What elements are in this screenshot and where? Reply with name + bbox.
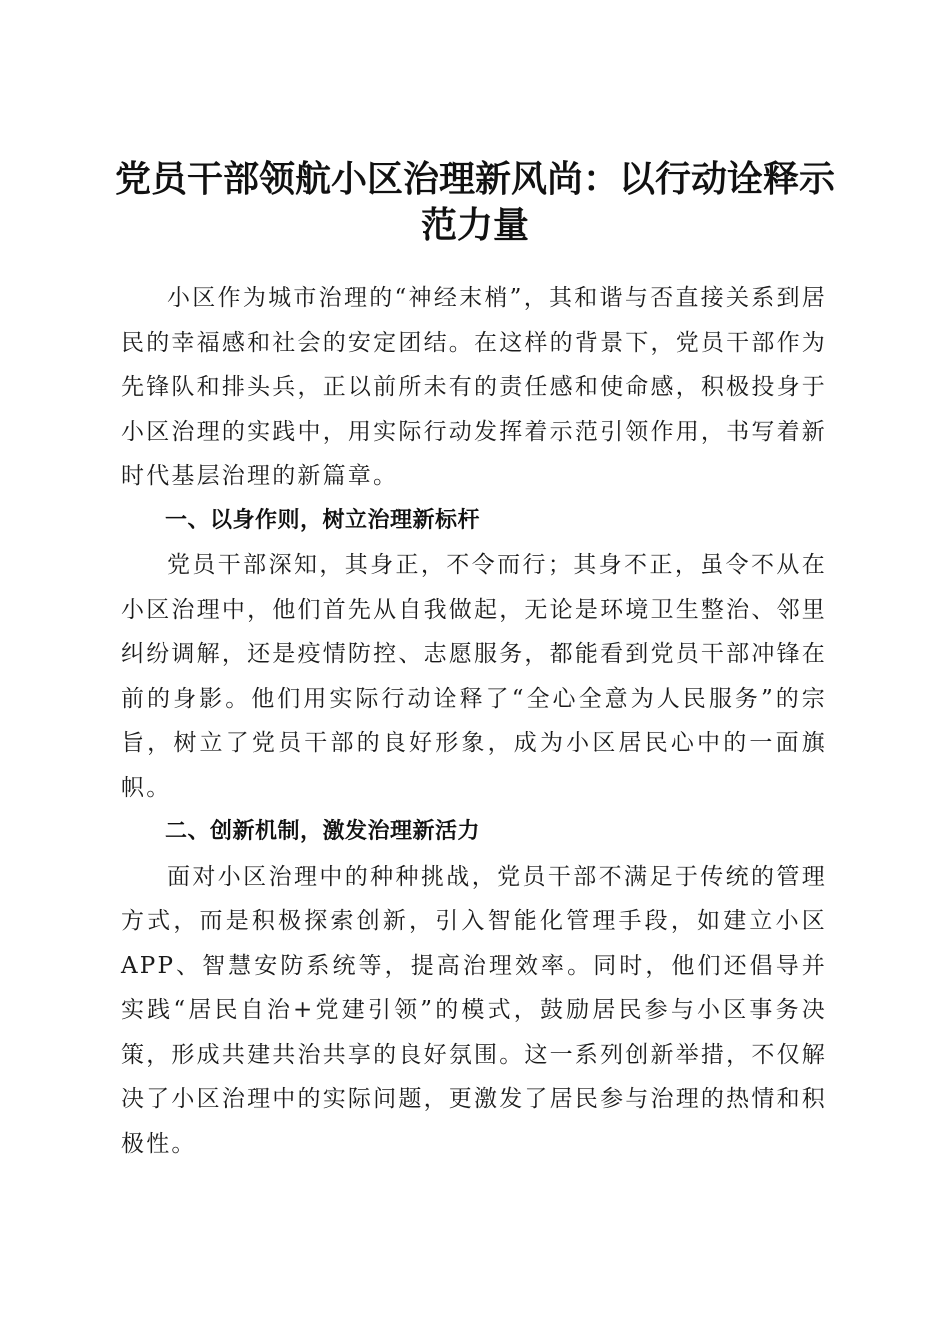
section-heading-2: 二、创新机制，激发治理新活力	[165, 819, 481, 844]
section-2-paragraph: 面对小区治理中的种种挑战，党员干部不满足于传统的管理方式，而是积极探索创新，引入智能化管理手段，如建立小区APP、智慧安防系统等，提高治理效率。同时，他们还倡导并实践“居民自治+党建引领”的模式，鼓励居民参与小区事务决策，形成共建共治共享的良好氛围。这一系列创新举措，不仅解决了小区治理中的实际问题，更激发了居民参与治理的热情和积极性。	[121, 863, 827, 1157]
section-1-paragraph: 党员干部深知，其身正，不令而行；其身不正，虽令不从在小区治理中，他们首先从自我做起，无论是环境卫生整治、邻里纠纷调解，还是疫情防控、志愿服务，都能看到党员干部冲锋在前的身影。他们用实际行动诠释了“全心全意为人民服务”的宗旨，树立了党员干部的良好形象，成为小区居民心中的一面旗帜。	[121, 552, 827, 801]
intro-paragraph: 小区作为城市治理的“神经末梢”，其和谐与否直接关系到居民的幸福感和社会的安定团结。在这样的背景下，党员干部作为先锋队和排头兵，正以前所未有的责任感和使命感，积极投身于小区治理的实践中，用实际行动发挥着示范引领作用，书写着新时代基层治理的新篇章。	[121, 285, 827, 489]
section-heading-1: 一、以身作则，树立治理新标杆	[165, 507, 481, 533]
document-body	[121, 276, 827, 1166]
document-title: 党员干部领航小区治理新风尚：以行动诠释示范力量	[114, 158, 835, 247]
